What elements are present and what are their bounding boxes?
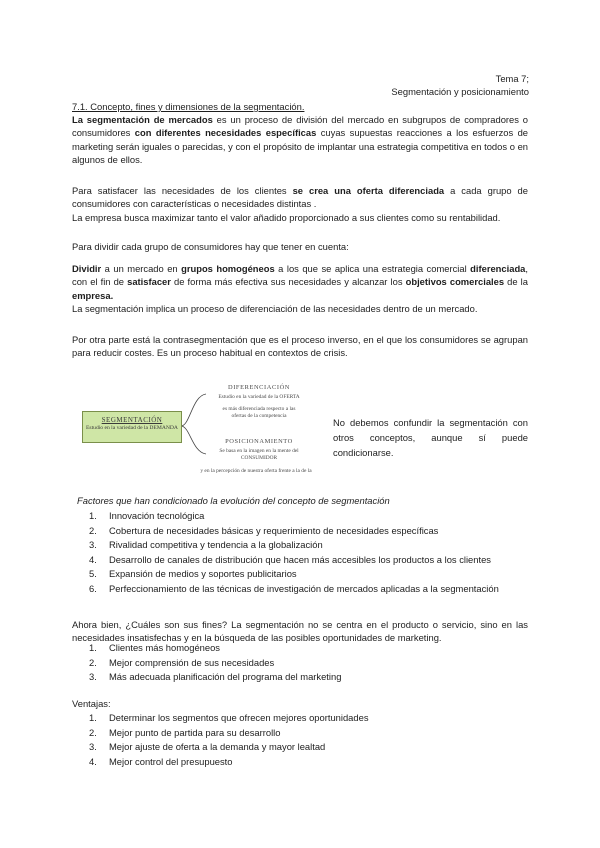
- list-number: 2.: [89, 524, 97, 536]
- list-text: Cobertura de necesidades básicas y requerimiento de necesidades específicas: [109, 524, 439, 536]
- page-header: [391, 72, 529, 98]
- factors-list-container: [72, 509, 528, 597]
- side-note: No debemos confundir la segmentación con otros conceptos, aunque sí puede condicionarse.: [333, 417, 528, 458]
- list-item: [72, 740, 528, 755]
- list-item: [72, 641, 528, 656]
- list-item: [72, 553, 528, 568]
- bold-term: Dividir: [72, 263, 102, 274]
- list-text: Mejor punto de partida para su desarrollo: [109, 726, 281, 738]
- text-line: La empresa busca maximizar tanto el valor añadido proporcionado a sus clientes como su rentabilidad.: [72, 211, 501, 223]
- list-text: Clientes más homogéneos: [109, 642, 220, 653]
- factors-list: [72, 509, 528, 597]
- paragraph-divide: [72, 262, 528, 316]
- paragraph-definition: [72, 113, 528, 167]
- segmentation-diagram: [82, 382, 326, 480]
- bold-term: La segmentación de mercados: [72, 114, 213, 125]
- factors-title-text: Factores que han condicionado la evolución del concepto de segmentación: [77, 495, 390, 506]
- segmentation-box: [82, 411, 182, 443]
- bold-term: con diferentes necesidades específicas: [134, 127, 317, 139]
- paragraph-countersegmentation: Por otra parte está la contrasegmentación que es el proceso inverso, en el que los consumidores se agrupan para reducir costes. Es un proceso habitual en contextos de crisis.: [72, 334, 528, 359]
- list-text: Mejor control del presupuesto: [109, 755, 233, 767]
- text-run: de la: [504, 276, 528, 288]
- ventajas-list-container: [72, 711, 528, 769]
- section-title-text: 7.1. Concepto, fines y dimensiones de la segmentación.: [72, 101, 305, 112]
- list-item: [72, 670, 528, 685]
- list-number: 2.: [89, 656, 97, 668]
- segmentation-box-subtitle: Estudio en la variedad de la DEMANDA: [86, 425, 178, 431]
- list-text: Más adecuada planificación del programa del marketing: [109, 671, 342, 683]
- header-topic: Tema 7;: [495, 73, 529, 84]
- text-run: a cada grupo de consumidores con características o necesidades distintas .: [72, 185, 528, 210]
- list-item: [72, 582, 528, 597]
- bold-term: objetivos comerciales: [405, 276, 505, 288]
- list-number: 4.: [89, 553, 97, 565]
- list-text: Determinar los segmentos que ofrecen mejores oportunidades: [109, 712, 369, 723]
- ventajas-title: Ventajas:: [72, 698, 111, 709]
- list-number: 5.: [89, 568, 97, 580]
- positioning-line-3: y en la percepción de nuestra oferta frente a la de la: [200, 468, 312, 474]
- fines-list: [72, 641, 528, 685]
- paragraph-fines: Ahora bien, ¿Cuáles son sus fines? La segmentación no se centra en el producto o servicio, sino en las necesidades insatisfechas y en la búsqueda de las posibles oportunidades de marketing.: [72, 619, 528, 644]
- bold-term: diferenciada: [470, 263, 526, 274]
- text-run: Para satisfacer las necesidades de los clientes: [72, 185, 293, 196]
- text-run: a los que se aplica una estrategia comercial: [274, 263, 471, 274]
- paragraph-satisfy: [72, 184, 528, 224]
- ventajas-list: [72, 711, 528, 769]
- list-number: 2.: [89, 726, 97, 738]
- list-item: [72, 524, 528, 539]
- list-text: Rivalidad competitiva y tendencia a la globalización: [109, 539, 323, 551]
- bold-term: grupos homogéneos: [181, 263, 275, 274]
- list-text: Innovación tecnológica: [109, 510, 205, 521]
- list-text: Mejor ajuste de oferta a la demanda y mayor lealtad: [109, 741, 326, 753]
- bold-term: se crea una oferta diferenciada: [292, 185, 445, 196]
- bold-term: empresa.: [72, 289, 114, 301]
- list-item: [72, 538, 528, 553]
- list-text: Desarrollo de canales de distribución que hacen más accesibles los productos a los clientes: [109, 553, 491, 565]
- list-number: 1.: [89, 510, 97, 521]
- factors-title: [77, 494, 533, 507]
- fines-list-container: [72, 641, 528, 685]
- list-number: 3.: [89, 741, 97, 753]
- positioning-line-2: CONSUMIDOR: [240, 455, 278, 461]
- text-run: cuyas supuestas reacciones a los esfuerzos de marketing serán iguales o parecidas, y con el propósito de implantar una estrategia competitiva en todos o en algunos de ellos.: [72, 127, 529, 166]
- list-number: 1.: [89, 712, 97, 723]
- positioning-title: POSICIONAMIENTO: [225, 438, 293, 445]
- paragraph-divide-intro: Para dividir cada grupo de consumidores hay que tener en cuenta:: [72, 241, 349, 252]
- text-run: es un proceso de división del mercado en subgrupos de compradores o consumidores: [72, 114, 529, 139]
- text-run: , con el fin de: [72, 263, 528, 288]
- differentiation-title: DIFERENCIACIÓN: [227, 384, 290, 391]
- list-text: Mejor comprensión de sus necesidades: [109, 656, 275, 668]
- list-item: [72, 726, 528, 741]
- text-run: de forma más efectiva sus necesidades y alcanzar los: [170, 276, 406, 288]
- list-number: 3.: [89, 671, 97, 683]
- bold-term: satisfacer: [127, 276, 171, 288]
- text-line: La segmentación implica un proceso de diferenciación de las necesidades dentro de un mercado.: [72, 303, 478, 315]
- list-number: 3.: [89, 539, 97, 551]
- list-number: 4.: [89, 755, 97, 767]
- list-number: 1.: [89, 642, 97, 653]
- list-item: [72, 509, 528, 524]
- list-item: [72, 711, 528, 726]
- list-text: Expansión de medios y soportes publicitarios: [109, 568, 297, 580]
- list-text: Perfeccionamiento de las técnicas de investigación de mercados aplicadas a la segmentación: [109, 582, 499, 594]
- differentiation-line-3: ofertas de la competencia: [231, 413, 287, 419]
- text-run: a un mercado en: [101, 263, 182, 274]
- section-title: [72, 100, 528, 113]
- differentiation-line-2: es más diferenciada respecto a las: [222, 406, 296, 412]
- list-item: [72, 567, 528, 582]
- header-subtitle: Segmentación y posicionamiento: [391, 86, 529, 97]
- list-item: [72, 755, 528, 770]
- positioning-line-1: Se basa en la imagen en la mente del: [219, 448, 299, 454]
- list-item: [72, 656, 528, 671]
- segmentation-box-title: SEGMENTACIÓN: [101, 416, 163, 424]
- differentiation-line-1: Estudio en la variedad de la OFERTA: [218, 394, 300, 400]
- list-number: 6.: [89, 582, 97, 594]
